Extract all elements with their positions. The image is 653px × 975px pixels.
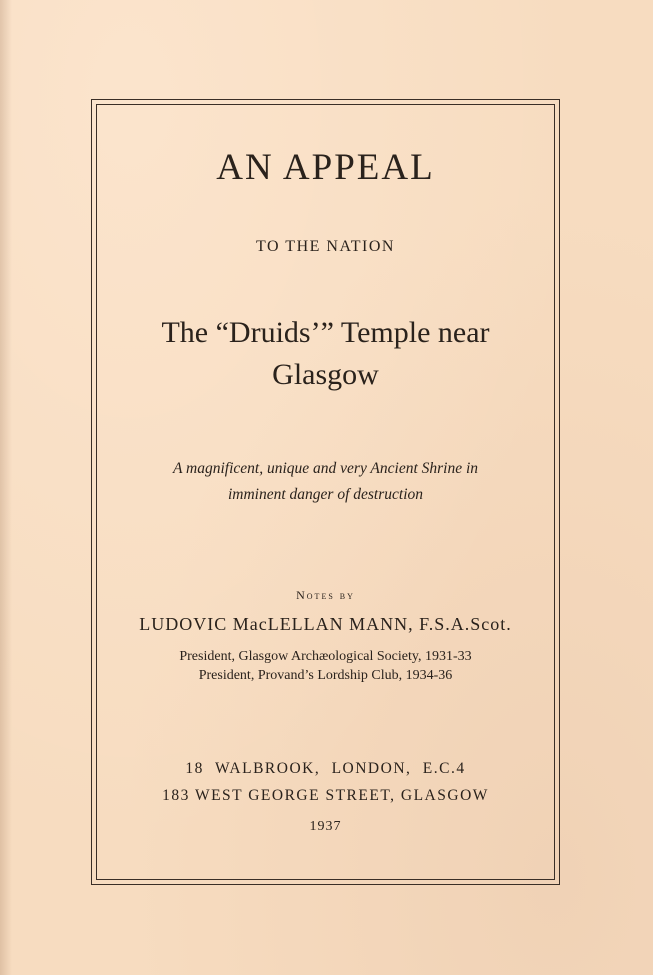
author-role-2: President, Provand’s Lordship Club, 1934-36 [198, 668, 453, 683]
title-page-content [96, 104, 555, 880]
tagline-line-1: A magnificent, unique and very Ancient Shrine in [172, 460, 479, 477]
headline-line-2: Glasgow [272, 358, 379, 391]
author-role-1: President, Glasgow Archæological Society, 1931-33 [179, 649, 472, 664]
notes-by-label: Notes by [296, 588, 355, 602]
address-glasgow: 183 WEST GEORGE STREET, GLASGOW [162, 787, 489, 804]
author-name: LUDOVIC MacLELLAN MANN, F.S.A.Scot. [139, 614, 512, 634]
address-london: 18 WALBROOK, LONDON, E.C.4 [185, 760, 466, 777]
document-subtitle: TO THE NATION [256, 238, 395, 255]
tagline [96, 456, 555, 508]
document-title: AN APPEAL [216, 147, 435, 188]
publication-year: 1937 [309, 819, 342, 834]
page-fold-shadow [0, 0, 12, 975]
headline-line-1: The “Druids’” Temple near [161, 316, 490, 349]
tagline-line-2: imminent danger of destruction [227, 486, 424, 503]
headline [96, 312, 555, 396]
